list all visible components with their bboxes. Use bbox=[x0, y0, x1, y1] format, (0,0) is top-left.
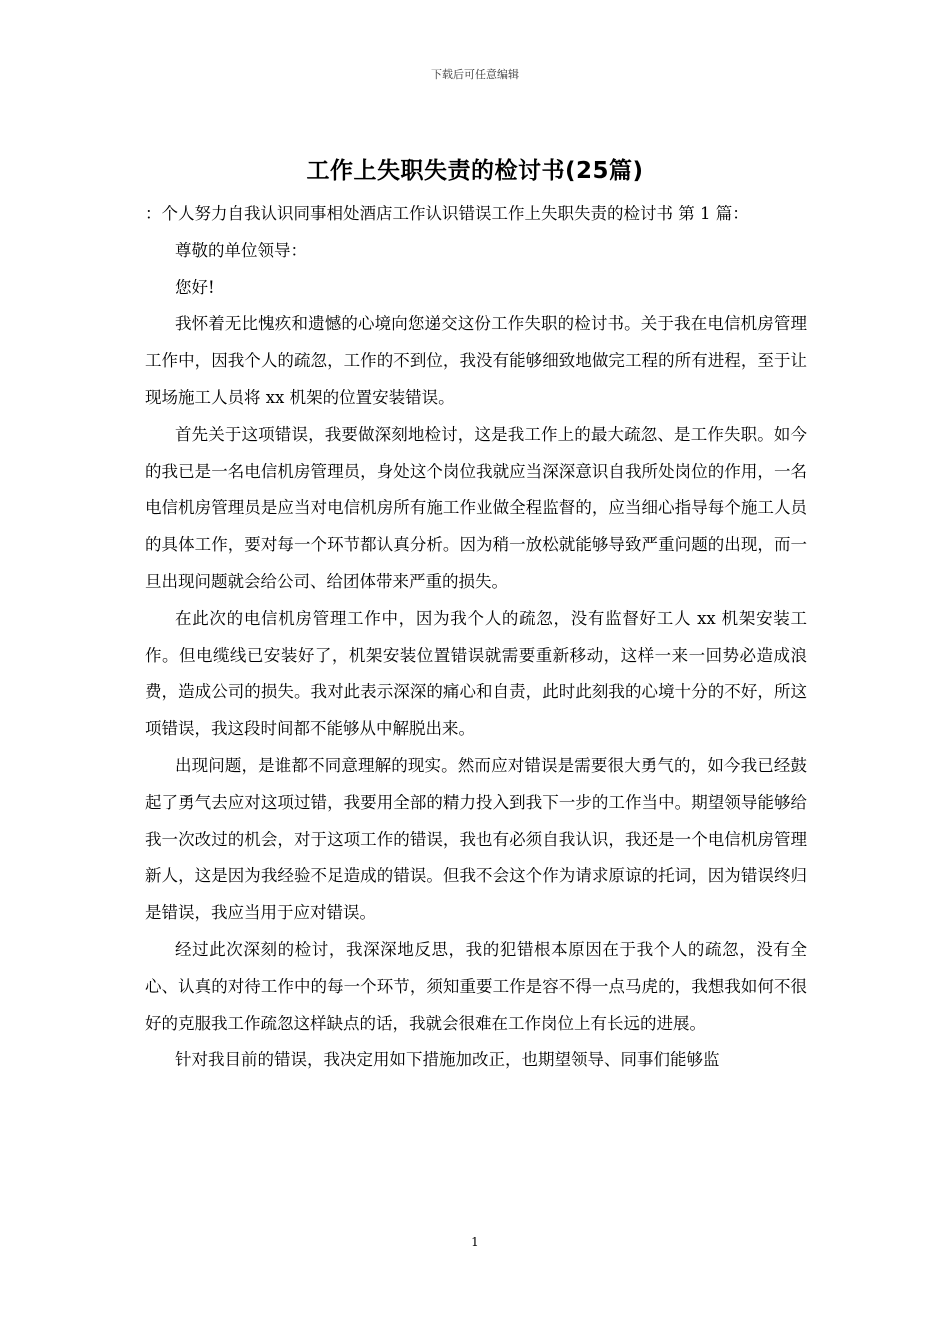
paragraph-body: 首先关于这项错误，我要做深刻地检讨，这是我工作上的最大疏忽、是工作失职。如今的我已是一名电信机房管理员，身处这个岗位我就应当深深意识自我所处岗位的作用，一名电信机房管理员是应当对电信机房所有施工作业做全程监督的，应当细心指导每个施工人员的具体工作，要对每一个环节都认真分析。因为稍一放松就能够导致严重问题的出现，而一旦出现问题就会给公司、给团体带来严重的损失。 bbox=[145, 424, 807, 591]
paragraph-body: 出现问题，是谁都不同意理解的现实。然而应对错误是需要很大勇气的，如今我已经鼓起了勇气去应对这项过错，我要用全部的精力投入到我下一步的工作当中。期望领导能够给我一次改过的机会，对于这项工作的错误，我也有必须自我认识，我还是一个电信机房管理新人，这是因为我经验不足造成的错误。但我不会这个作为请求原谅的托词，因为错误终归是错误，我应当用于应对错误。 bbox=[145, 755, 807, 923]
paragraph-body: 经过此次深刻的检讨，我深深地反思，我的犯错根本原因在于我个人的疏忽，没有全心、认真的对待工作中的每一个环节，须知重要工作是容不得一点马虎的，我想我如何不很好的克服我工作疏忽这样缺点的话，我就会很难在工作岗位上有长远的进展。 bbox=[145, 939, 807, 1033]
document-body bbox=[145, 196, 807, 1079]
paragraph-intro: ：个人努力自我认识同事相处酒店工作认识错误工作上失职失责的检讨书 第 1 篇： bbox=[145, 204, 749, 223]
paragraph-body: 我怀着无比愧疚和遗憾的心境向您递交这份工作失职的检讨书。关于我在电信机房管理工作中，因我个人的疏忽，工作的不到位，我没有能够细致地做完工程的所有进程，至于让现场施工人员将 xx 机架的位置安装错误。 bbox=[145, 314, 807, 407]
paragraph-body: 在此次的电信机房管理工作中，因为我个人的疏忽，没有监督好工人 xx 机架安装工作。但电缆线已安装好了，机架安装位置错误就需要重新移动，这样一来一回势必造成浪费，造成公司的损失。我对此表示深深的痛心和自责，此时此刻我的心境十分的不好，所这项错误，我这段时间都不能够从中解脱出来。 bbox=[145, 608, 807, 739]
document-title: 工作上失职失责的检讨书(25篇) bbox=[306, 158, 644, 184]
header-note: 下载后可任意编辑 bbox=[431, 68, 519, 81]
paragraph-body: 针对我目前的错误，我决定用如下措施加改正，也期望领导、同事们能够监 bbox=[175, 1050, 720, 1070]
paragraph-greeting: 您好! bbox=[175, 277, 215, 297]
paragraph-salutation: 尊敬的单位领导： bbox=[175, 240, 307, 260]
page-number: 1 bbox=[471, 1235, 479, 1249]
